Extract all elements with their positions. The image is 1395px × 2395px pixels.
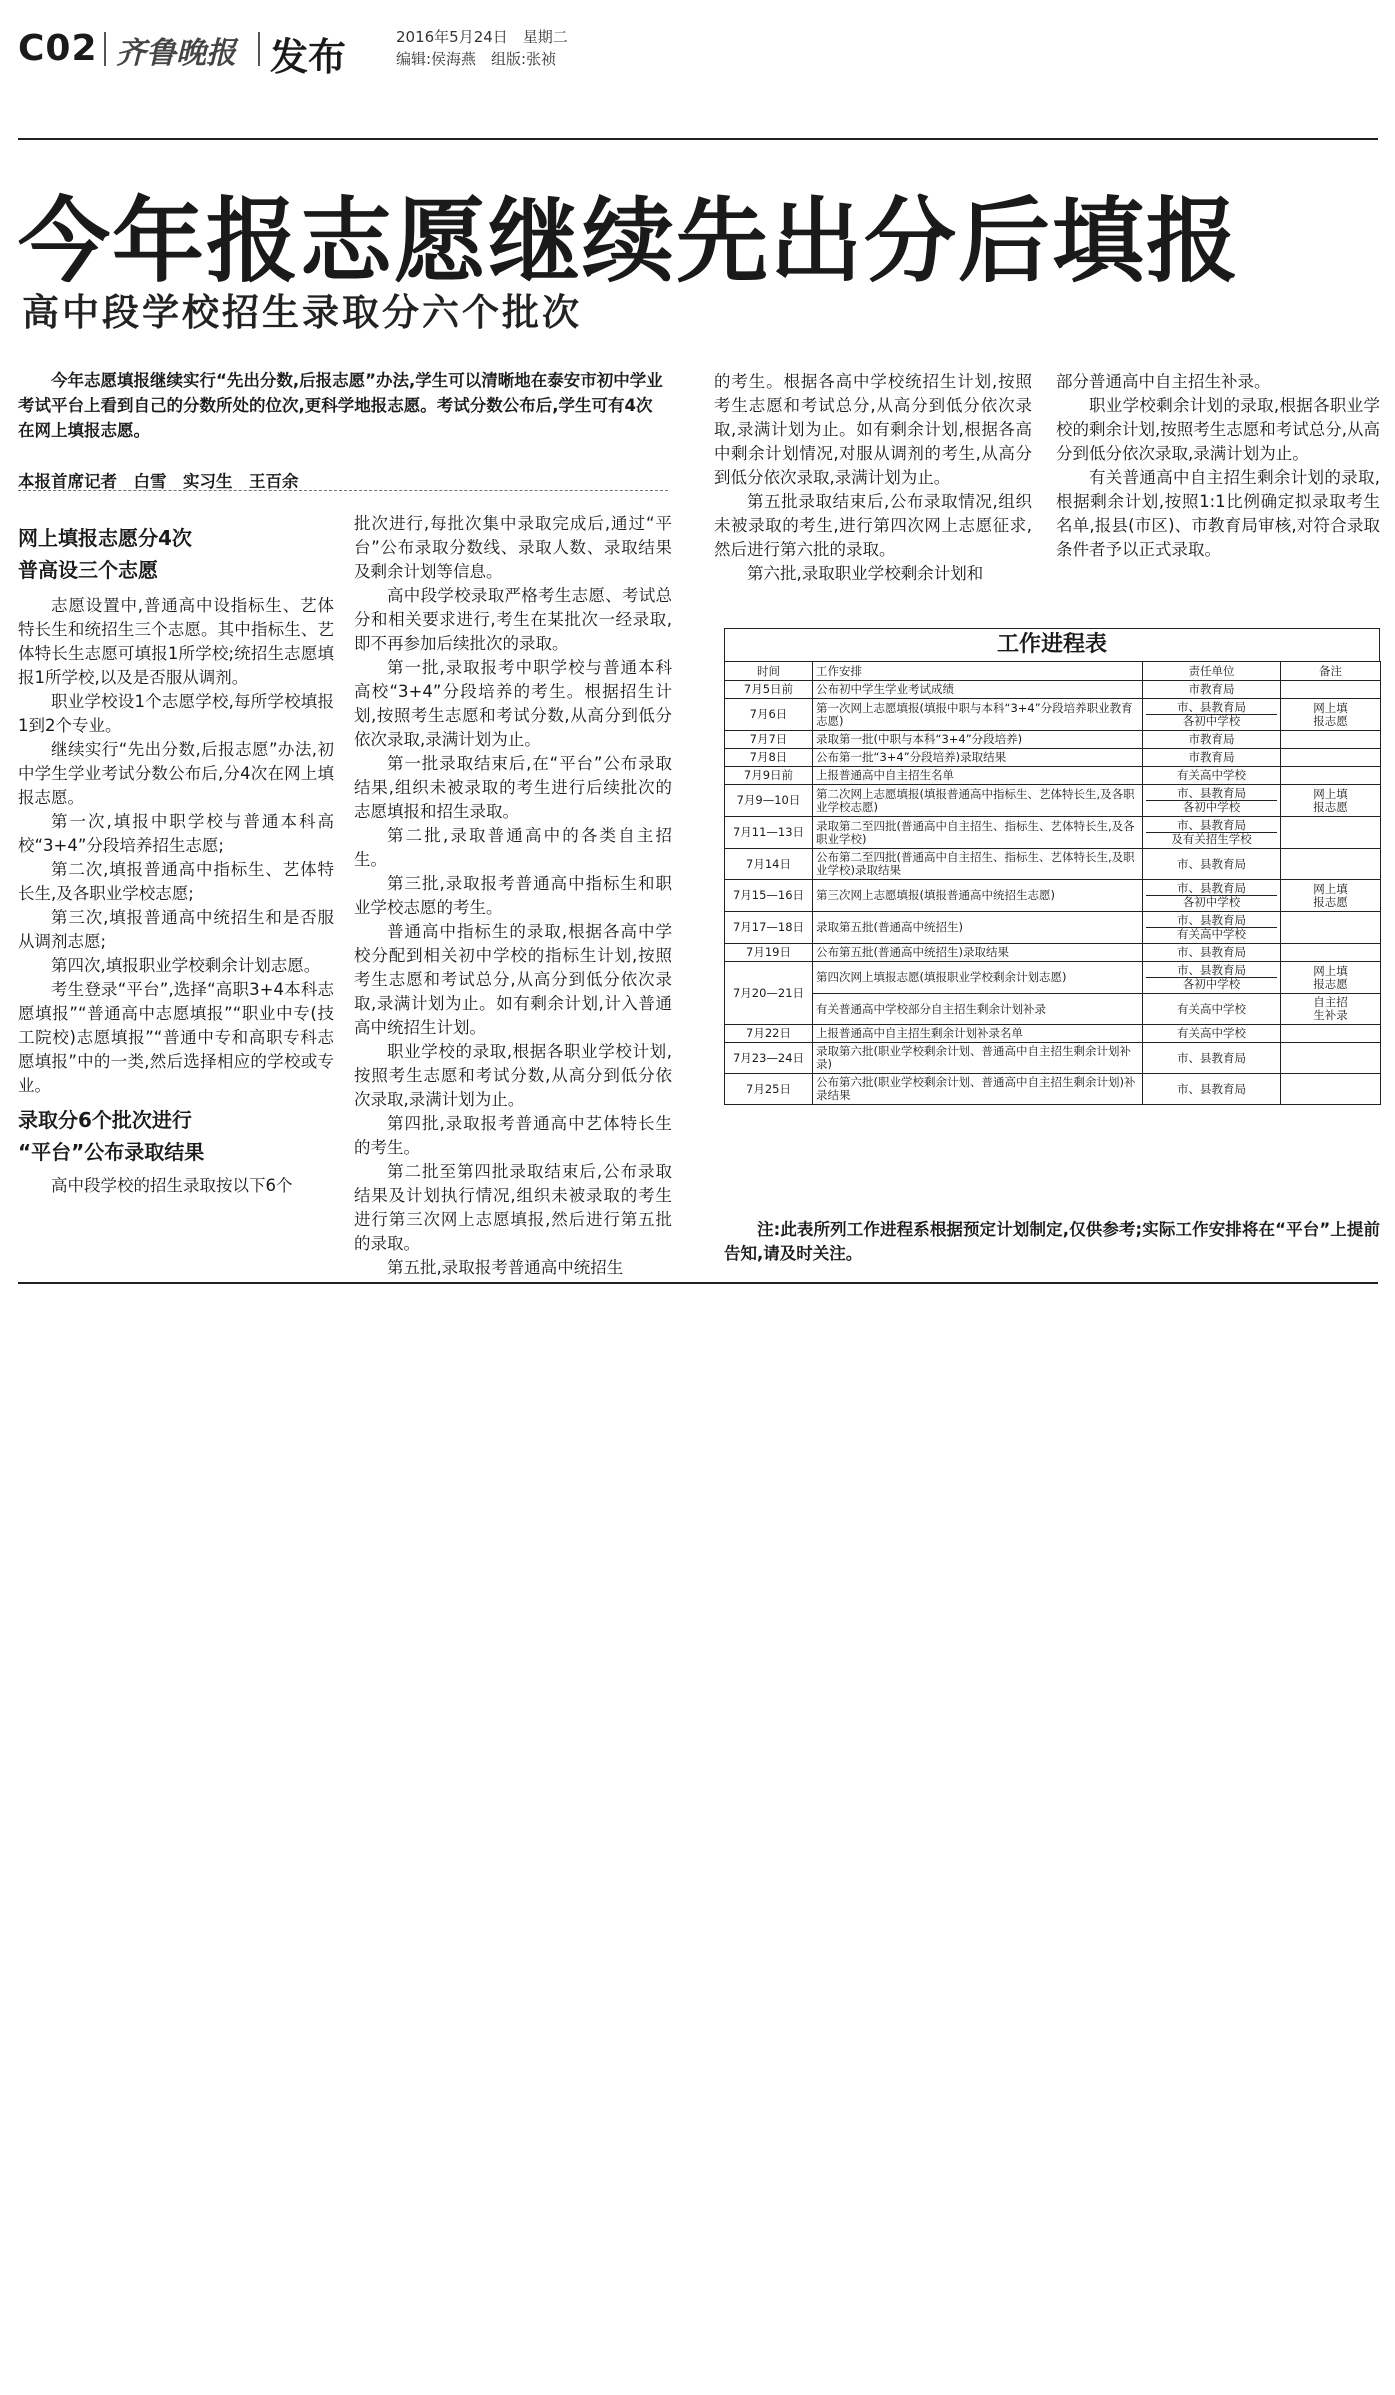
cell-task: 公布初中学生学业考试成绩 (813, 681, 1143, 699)
cell-note (1281, 749, 1381, 767)
column-1 (18, 522, 334, 1198)
cell-time: 7月8日 (725, 749, 813, 767)
cell-unit (1143, 817, 1281, 849)
cell-unit (1143, 699, 1281, 731)
paragraph: 第一批,录取报考中职学校与普通本科高校“3+4”分段培养的考生。根据招生计划,按照考生志愿和考试分数,从高分到低分依次录取,录满计划为止。 (354, 658, 672, 749)
schedule-grid (724, 661, 1381, 1105)
unit-line: 市教育局 (1188, 682, 1235, 696)
issue-date: 2016年5月24日 星期二 (396, 28, 568, 46)
paragraph: 第四次,填报职业学校剩余计划志愿。 (51, 956, 321, 975)
paragraph: 志愿设置中,普通高中设指标生、艺体特长生和统招生三个志愿。其中指标生、艺体特长生志愿可填报1所学校;统招生志愿填报1所学校,以及是否服从调剂。 (18, 596, 334, 687)
byline: 本报首席记者 白雪 实习生 王百余 (18, 472, 299, 491)
paragraph: 第五批,录取报考普通高中统招生 (387, 1258, 624, 1277)
schedule-table (724, 628, 1380, 1105)
note-line: 报志愿 (1313, 799, 1348, 814)
cell-unit (1143, 962, 1281, 994)
unit-line: 市、县教育局 (1177, 786, 1246, 800)
cell-unit (1143, 1043, 1281, 1074)
cell-unit (1143, 994, 1281, 1025)
page-code: C02 (18, 28, 98, 69)
column-3 (714, 370, 1032, 586)
table-row (725, 731, 1381, 749)
note-line: 网上填 (1313, 700, 1348, 715)
cell-note (1281, 681, 1381, 699)
unit-line: 市教育局 (1188, 750, 1235, 764)
cell-task: 上报普通高中自主招生剩余计划补录名单 (813, 1025, 1143, 1043)
cell-unit (1143, 880, 1281, 912)
paragraph: 第四批,录取报考普通高中艺体特长生的考生。 (354, 1114, 672, 1157)
unit-line: 市、县教育局 (1177, 913, 1246, 927)
section-heading: 网上填报志愿分4次 (18, 526, 192, 550)
cell-note (1281, 1025, 1381, 1043)
unit-line: 各初中学校 (1146, 714, 1277, 728)
paragraph: 第三批,录取报考普通高中指标生和职业学校志愿的考生。 (354, 874, 672, 917)
cell-unit (1143, 749, 1281, 767)
table-row (725, 767, 1381, 785)
cell-task: 公布第六批(职业学校剩余计划、普通高中自主招生剩余计划)补录结果 (813, 1074, 1143, 1105)
paragraph: 第六批,录取职业学校剩余计划和 (747, 564, 984, 583)
cell-unit (1143, 767, 1281, 785)
cell-time: 7月7日 (725, 731, 813, 749)
unit-line: 有关高中学校 (1177, 768, 1246, 782)
article-subtitle: 高中段学校招生录取分六个批次 (22, 291, 582, 334)
paragraph: 第一次,填报中职学校与普通本科高校“3+4”分段培养招生志愿; (18, 812, 334, 855)
paragraph: 普通高中指标生的录取,根据各高中学校分配到相关初中学校的指标生计划,按照考生志愿和考试总分,从高分到低分依次录取,录满计划为止。如有剩余计划,计入普通高中统招生计划。 (354, 922, 672, 1037)
note-line: 报志愿 (1313, 894, 1348, 909)
paragraph: 高中段学校的招生录取按以下6个 (51, 1176, 293, 1195)
cell-task: 第二次网上志愿填报(填报普通高中指标生、艺体特长生,及各职业学校志愿) (813, 785, 1143, 817)
cell-task: 有关普通高中学校部分自主招生剩余计划补录 (813, 994, 1143, 1025)
cell-task: 录取第六批(职业学校剩余计划、普通高中自主招生剩余计划补录) (813, 1043, 1143, 1074)
article-title: 今年报志愿继续先出分后填报 (18, 188, 1241, 295)
paragraph: 职业学校设1个志愿学校,每所学校填报1到2个专业。 (18, 692, 334, 735)
column-4 (1056, 370, 1380, 562)
cell-task: 公布第一批“3+4”分段培养)录取结果 (813, 749, 1143, 767)
bottom-rule (18, 1282, 1378, 1284)
cell-time: 7月9日前 (725, 767, 813, 785)
cell-unit (1143, 849, 1281, 880)
cell-note (1281, 767, 1381, 785)
paragraph: 职业学校剩余计划的录取,根据各职业学校的剩余计划,按照考生志愿和考试总分,从高分到低分依次录取,录满计划为止。 (1056, 396, 1380, 463)
cell-task: 第一次网上志愿填报(填报中职与本科“3+4”分段培养职业教育志愿) (813, 699, 1143, 731)
header-divider (258, 32, 260, 66)
cell-note (1281, 1074, 1381, 1105)
cell-time: 7月5日前 (725, 681, 813, 699)
cell-note (1281, 912, 1381, 944)
table-header-row (725, 662, 1381, 681)
paragraph: 第一批录取结束后,在“平台”公布录取结果,组织未被录取的考生进行后续批次的志愿填报和招生录取。 (354, 754, 672, 821)
table-row (725, 994, 1381, 1025)
unit-line: 市、县教育局 (1177, 881, 1246, 895)
paragraph: 第二次,填报普通高中指标生、艺体特长生,及各职业学校志愿; (18, 860, 334, 903)
header-divider (104, 32, 106, 66)
unit-line: 有关高中学校 (1177, 1001, 1246, 1016)
unit-line: 各初中学校 (1146, 977, 1277, 991)
section-heading: “平台”公布录取结果 (18, 1140, 205, 1164)
note-line: 报志愿 (1313, 976, 1348, 991)
note-line: 网上填 (1313, 786, 1348, 801)
cell-time: 7月17—18日 (725, 912, 813, 944)
table-row (725, 880, 1381, 912)
cell-note (1281, 880, 1381, 912)
table-row (725, 749, 1381, 767)
paragraph: 批次进行,每批次集中录取完成后,通过“平台”公布录取分数线、录取人数、录取结果及剩余计划等信息。 (354, 514, 672, 581)
cell-unit (1143, 681, 1281, 699)
cell-unit (1143, 944, 1281, 962)
cell-time: 7月20—21日 (725, 962, 813, 1025)
column-header-time: 时间 (725, 662, 813, 681)
cell-task: 录取第二至四批(普通高中自主招生、指标生、艺体特长生,及各职业学校) (813, 817, 1143, 849)
unit-line: 市、县教育局 (1177, 700, 1246, 714)
column-header-unit: 责任单位 (1143, 662, 1281, 681)
table-body (725, 681, 1381, 1105)
table-row (725, 1043, 1381, 1074)
paragraph: 考生登录“平台”,选择“高职3+4本科志愿填报”“普通高中志愿填报”“职业中专(技工院校)志愿填报”“普通中专和高职专科志愿填报”中的一类,然后选择相应的学校或专业。 (18, 980, 334, 1095)
unit-line: 市、县教育局 (1177, 818, 1246, 832)
unit-line: 及有关招生学校 (1146, 832, 1277, 846)
cell-time: 7月22日 (725, 1025, 813, 1043)
cell-note (1281, 849, 1381, 880)
cell-task: 录取第五批(普通高中统招生) (813, 912, 1143, 944)
table-row (725, 944, 1381, 962)
cell-task: 公布第二至四批(普通高中自主招生、指标生、艺体特长生,及职业学校)录取结果 (813, 849, 1143, 880)
table-row (725, 849, 1381, 880)
cell-task: 公布第五批(普通高中统招生)录取结果 (813, 944, 1143, 962)
table-footnote (724, 1218, 1380, 1266)
cell-note (1281, 944, 1381, 962)
note-line: 网上填 (1313, 881, 1348, 896)
unit-line: 市教育局 (1188, 732, 1235, 746)
cell-task: 第三次网上志愿填报(填报普通高中统招生志愿) (813, 880, 1143, 912)
paragraph: 部分普通高中自主招生补录。 (1056, 372, 1271, 391)
lead-paragraph: 今年志愿填报继续实行“先出分数,后报志愿”办法,学生可以清晰地在泰安市初中学业考试平台上看到自己的分数所处的位次,更科学地报志愿。考试分数公布后,学生可有4次在网上填报志愿。 (18, 371, 663, 440)
editor-credits: 编辑:侯海燕 组版:张祯 (396, 50, 557, 68)
section-heading: 录取分6个批次进行 (18, 1108, 192, 1132)
paragraph: 继续实行“先出分数,后报志愿”办法,初中学生学业考试分数公布后,分4次在网上填报志愿。 (18, 740, 334, 807)
cell-task: 上报普通高中自主招生名单 (813, 767, 1143, 785)
note-line: 生补录 (1313, 1008, 1348, 1022)
cell-note (1281, 699, 1381, 731)
cell-time: 7月15—16日 (725, 880, 813, 912)
unit-line: 各初中学校 (1146, 895, 1277, 909)
column-2 (354, 512, 672, 1280)
unit-line: 市、县教育局 (1177, 856, 1246, 871)
unit-line: 市、县教育局 (1177, 1081, 1246, 1096)
table-row (725, 817, 1381, 849)
table-row (725, 962, 1381, 994)
note-line: 报志愿 (1313, 713, 1348, 728)
paragraph: 第二批至第四批录取结束后,公布录取结果及计划执行情况,组织未被录取的考生进行第三次网上志愿填报,然后进行第五批的录取。 (354, 1162, 672, 1253)
cell-task: 第四次网上填报志愿(填报职业学校剩余计划志愿) (813, 962, 1143, 994)
cell-time: 7月19日 (725, 944, 813, 962)
cell-note (1281, 994, 1381, 1025)
unit-line: 市、县教育局 (1177, 1050, 1246, 1065)
cell-time: 7月9—10日 (725, 785, 813, 817)
table-title: 工作进程表 (724, 628, 1380, 661)
unit-line: 有关高中学校 (1146, 927, 1277, 941)
cell-unit (1143, 731, 1281, 749)
unit-line: 市、县教育局 (1177, 963, 1246, 977)
cell-unit (1143, 1074, 1281, 1105)
cell-time: 7月6日 (725, 699, 813, 731)
table-row (725, 1074, 1381, 1105)
note-line: 自主招 (1313, 995, 1348, 1009)
table-row (725, 681, 1381, 699)
section-heading: 普高设三个志愿 (18, 558, 158, 582)
table-row (725, 699, 1381, 731)
paragraph: 第三次,填报普通高中统招生和是否服从调剂志愿; (18, 908, 334, 951)
cell-unit (1143, 785, 1281, 817)
cell-note (1281, 817, 1381, 849)
column-header-task: 工作安排 (813, 662, 1143, 681)
cell-note (1281, 1043, 1381, 1074)
cell-time: 7月11—13日 (725, 817, 813, 849)
cell-task: 录取第一批(中职与本科“3+4”分段培养) (813, 731, 1143, 749)
table-row (725, 785, 1381, 817)
cell-note (1281, 785, 1381, 817)
unit-line: 市、县教育局 (1177, 945, 1246, 959)
table-row (725, 912, 1381, 944)
newspaper-logo: 齐鲁晚报 (116, 36, 236, 71)
byline-rule (18, 490, 668, 491)
unit-line: 各初中学校 (1146, 800, 1277, 814)
paragraph: 的考生。根据各高中学校统招生计划,按照考生志愿和考试总分,从高分到低分依次录取,录满计划为止。如有剩余计划,根据各高中剩余计划情况,对服从调剂的考生,从高分到低分依次录取,录满计划为止。 (714, 372, 1032, 487)
cell-time: 7月23—24日 (725, 1043, 813, 1074)
column-header-note: 备注 (1281, 662, 1381, 681)
unit-line: 有关高中学校 (1177, 1026, 1246, 1040)
header-rule (18, 138, 1378, 140)
note-line: 网上填 (1313, 963, 1348, 978)
paragraph: 第二批,录取普通高中的各类自主招生。 (354, 826, 672, 869)
paragraph: 高中段学校录取严格考生志愿、考试总分和相关要求进行,考生在某批次一经录取,即不再参加后续批次的录取。 (354, 586, 672, 653)
cell-unit (1143, 912, 1281, 944)
cell-time: 7月14日 (725, 849, 813, 880)
cell-time: 7月25日 (725, 1074, 813, 1105)
cell-note (1281, 731, 1381, 749)
paragraph: 第五批录取结束后,公布录取情况,组织未被录取的考生,进行第四次网上志愿征求,然后进行第六批的录取。 (714, 492, 1032, 559)
section-name: 发布 (270, 35, 347, 79)
cell-note (1281, 962, 1381, 994)
paragraph: 有关普通高中自主招生剩余计划的录取,根据剩余计划,按照1:1比例确定拟录取考生名单,报县(市区)、市教育局审核,对符合录取条件者予以正式录取。 (1056, 468, 1380, 559)
cell-unit (1143, 1025, 1281, 1043)
article-lead (18, 368, 668, 443)
paragraph: 职业学校的录取,根据各职业学校计划,按照考生志愿和考试分数,从高分到低分依次录取,录满计划为止。 (354, 1042, 672, 1109)
table-row (725, 1025, 1381, 1043)
footnote-text: 注:此表所列工作进程系根据预定计划制定,仅供参考;实际工作安排将在“平台”上提前告知,请及时关注。 (724, 1220, 1380, 1263)
